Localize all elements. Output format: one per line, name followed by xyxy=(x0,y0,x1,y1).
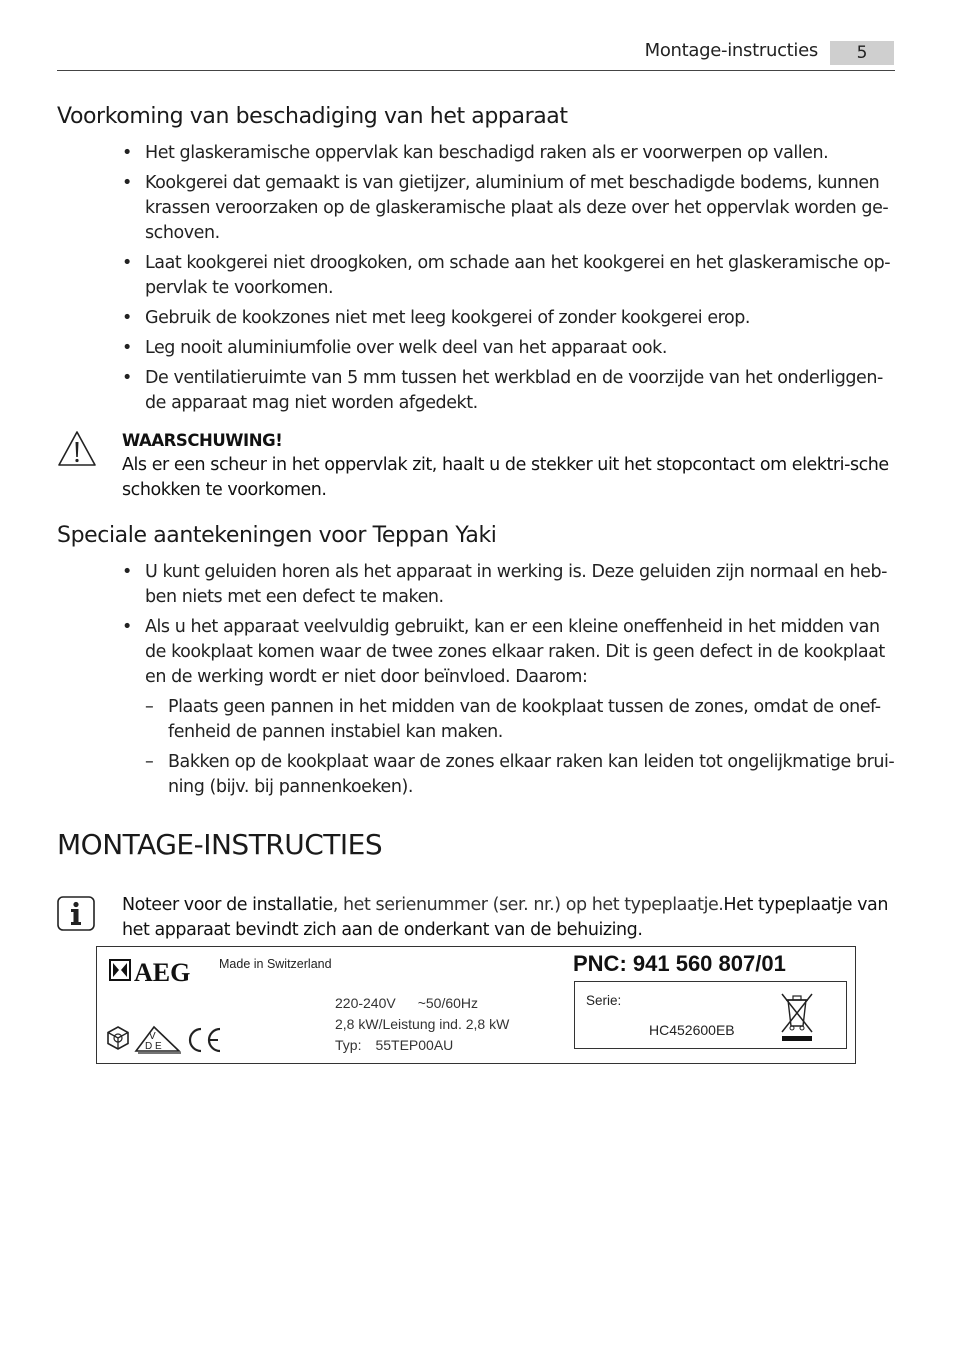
warning-title: WAARSCHUWING! xyxy=(122,431,283,450)
info-tail: Het typeplaatje van het apparaat bevindt zich aan de onderkant van de behuizing. xyxy=(122,895,888,940)
list-item: • Kookgerei dat gemaakt is van gietijzer, aluminium of met beschadigde bodems, kunnen krassen veroorzaken op de glaskeramische plaat als deze over het oppervlak worden ge-schoven. xyxy=(122,173,889,243)
svg-text:E: E xyxy=(155,1041,162,1052)
aeg-logo xyxy=(109,957,215,985)
certification-marks xyxy=(105,1024,223,1058)
safety-mark-icon xyxy=(108,1027,128,1049)
list-item: • Als u het apparaat veelvuldig gebruikt, kan er een kleine oneffenheid in het midden van de kookplaat komen waar de twee zones elkaar raken. Dit is geen defect in de kookplaat en de werking wordt er niet door beïnvloed. Daarom: – Plaats geen pannen in het midden van de kookplaat tussen de zones, omdat de onef-fenheid de pannen instabiel kan maken. – Bakken op de kookplaat waar de zones elkaar raken kan leiden tot ongelijkmatige brui-ning (bijv. bij pannenkoeken). xyxy=(122,615,896,800)
voltage-value: 220-240V xyxy=(335,995,396,1011)
teppan-yaki-list xyxy=(122,560,896,805)
warning-triangle-icon xyxy=(57,430,97,468)
info-lead: Noteer voor de installatie xyxy=(122,895,333,915)
power-value: 2,8 kW/Leistung ind. 2,8 kW xyxy=(335,1016,510,1032)
svg-text:D: D xyxy=(145,1041,153,1052)
sub-list-item: – Bakken op de kookplaat waar de zones elkaar raken kan leiden tot ongelijkmatige brui-ning (bijv. bij pannenkoeken). xyxy=(145,752,895,797)
info-icon xyxy=(57,896,95,931)
serial-label: Serie: xyxy=(586,993,622,1008)
made-in-label: Made in Switzerland xyxy=(219,957,332,971)
rating-plate xyxy=(96,946,856,1064)
section-title-teppan-yaki: Speciale aantekeningen voor Teppan Yaki xyxy=(57,523,497,548)
electrical-specs xyxy=(335,993,509,1056)
list-item: • De ventilatieruimte van 5 mm tussen het werkblad en de voorzijde van het onderliggen-de apparaat mag niet worden afgedekt. xyxy=(122,368,883,413)
serial-box xyxy=(574,981,847,1049)
info-block xyxy=(122,893,896,943)
pnc-number: PNC: 941 560 807/01 xyxy=(573,951,786,976)
type-value: 55TEP00AU xyxy=(375,1037,454,1053)
svg-text:V: V xyxy=(149,1031,156,1042)
teppan-yaki-sublist xyxy=(145,695,896,800)
sub-list-item: – Plaats geen pannen in het midden van de kookplaat tussen de zones, omdat de onef-fenheid de pannen instabiel kan maken. xyxy=(145,697,881,742)
crossed-bin-icon xyxy=(778,990,816,1044)
page-number: 5 xyxy=(830,41,894,65)
warning-text: Als er een scheur in het oppervlak zit, haalt u de stekker uit het stopcontact om elektri-sche schokken te voorkomen. xyxy=(122,455,889,500)
page-heading-montage: MONTAGE-INSTRUCTIES xyxy=(57,828,383,861)
damage-prevention-list xyxy=(122,141,896,421)
list-item: • Laat kookgerei niet droogkoken, om schade aan het kookgerei en het glaskeramische op-pervlak te voorkomen. xyxy=(122,253,891,298)
vde-mark-icon xyxy=(136,1027,181,1053)
type-label: Typ: xyxy=(335,1037,362,1053)
serial-value: HC452600EB xyxy=(649,1022,735,1038)
list-item: • Leg nooit aluminiumfolie over welk deel van het apparaat ook. xyxy=(122,338,667,358)
section-title-damage-prevention: Voorkoming van beschadiging van het apparaat xyxy=(57,104,568,129)
header-section-title: Montage-instructies xyxy=(644,40,818,61)
list-item: • Gebruik de kookzones niet met leeg kookgerei of zonder kookgerei erop. xyxy=(122,308,751,328)
frequency-value: ~50/60Hz xyxy=(417,995,479,1011)
warning-block xyxy=(122,428,896,503)
info-middle: , het serienummer (ser. nr.) op het typeplaatje. xyxy=(332,895,724,915)
list-item: • U kunt geluiden horen als het apparaat in werking is. Deze geluiden zijn normaal en heb-ben niets met een defect te maken. xyxy=(122,562,888,607)
aeg-brand-text: AEG xyxy=(134,958,191,985)
list-item: • Het glaskeramische oppervlak kan beschadigd raken als er voorwerpen op vallen. xyxy=(122,143,829,163)
ce-mark-icon xyxy=(190,1029,220,1051)
header-rule xyxy=(57,70,895,71)
